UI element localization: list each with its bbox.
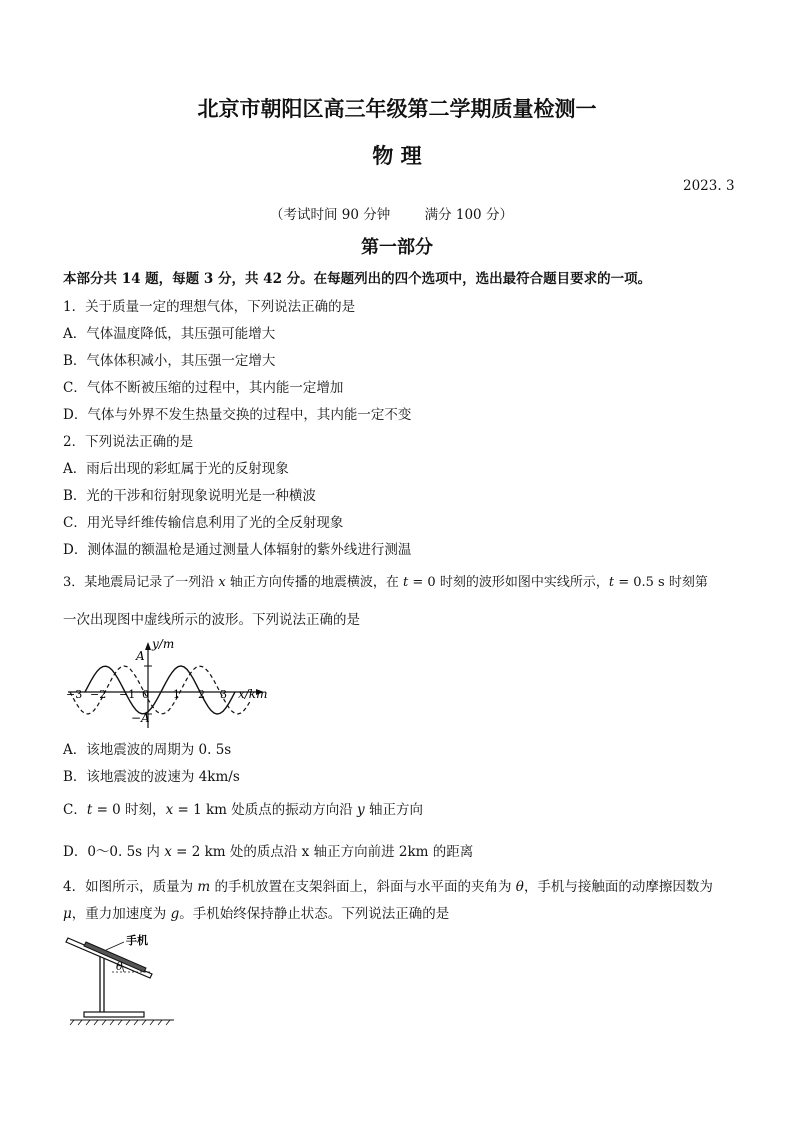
q3-stem-line1: 3．某地震局记录了一列沿 x 轴正方向传播的地震横波，在 t = 0 时刻的波形如图中实线所示，t = 0.5 s 时刻第 <box>63 575 708 590</box>
q1-stem: 1．关于质量一定的理想气体，下列说法正确的是 <box>63 299 356 315</box>
q1-option-d: D．气体与外界不发生热量交换的过程中，其内能一定不变 <box>63 407 412 423</box>
q4-stem-line2: μ，重力加速度为 g。手机始终保持静止状态。下列说法正确的是 <box>63 906 450 922</box>
q1-option-b: B．气体体积减小，其压强一定增大 <box>63 353 276 369</box>
amp-pos-label: A <box>136 649 145 663</box>
phone-stand-diagram <box>64 928 184 1028</box>
q3-option-c: C．t = 0 时刻，x = 1 km 处质点的振动方向沿 y 轴正方向 <box>63 802 423 818</box>
q3-option-a: A．该地震波的周期为 0. 5s <box>63 742 232 758</box>
exam-title: 北京市朝阳区高三年级第二学期质量检测一 <box>197 96 597 121</box>
tick-label-neg1: −1 <box>119 688 136 701</box>
q2-option-b: B．光的干涉和衍射现象说明光是一种横波 <box>63 488 316 504</box>
tick-label-neg3: −3 <box>66 688 83 701</box>
wave-diagram <box>60 636 280 736</box>
q3-option-d: D．0～0. 5s 内 x = 2 km 处的质点沿 x 轴正方向前进 2km 的距离 <box>63 844 474 860</box>
theta-label: θ <box>116 960 123 973</box>
phone-label: 手机 <box>126 934 148 947</box>
tick-label-neg2: −2 <box>90 688 107 701</box>
wave-solid <box>85 666 235 714</box>
amp-neg-label: −A <box>131 711 150 725</box>
q2-option-c: C．用光导纤维传输信息利用了光的全反射现象 <box>63 515 344 531</box>
tick-label-0: 0 <box>142 688 149 701</box>
q2-option-d: D．测体温的额温枪是通过测量人体辐射的紫外线进行测温 <box>63 542 412 558</box>
subject-title: 物 理 <box>372 143 422 168</box>
ground-hatching <box>70 1020 170 1025</box>
y-axis-label: y/m <box>152 637 175 651</box>
section-title: 第一部分 <box>361 237 433 258</box>
y-axis-arrow-icon <box>145 642 151 650</box>
q4-stem-line1: 4．如图所示，质量为 m 的手机放置在支架斜面上，斜面与水平面的夹角为 θ，手机与接触面的动摩擦因数为 <box>63 879 713 895</box>
tick-label-3: 3 <box>220 688 227 701</box>
q3-stem-line2: 一次出现图中虚线所示的波形。下列说法正确的是 <box>63 612 360 628</box>
section-instructions: 本部分共 14 题，每题 3 分，共 42 分。在每题列出的四个选项中，选出最符合题目要求的一项。 <box>63 271 652 287</box>
q1-option-c: C．气体不断被压缩的过程中，其内能一定增加 <box>63 380 344 396</box>
q1-option-a: A．气体温度降低，其压强可能增大 <box>63 326 276 342</box>
q3-option-b: B．该地震波的波速为 4km/s <box>63 769 240 785</box>
exam-date: 2023. 3 <box>683 178 735 194</box>
x-axis-label: x/km <box>238 687 268 701</box>
q2-stem: 2．下列说法正确的是 <box>63 434 194 450</box>
stand-base <box>84 1012 144 1017</box>
exam-info: （考试时间 90 分钟 满分 100 分） <box>270 207 513 223</box>
phone-pointer <box>106 942 124 950</box>
q2-option-a: A．雨后出现的彩虹属于光的反射现象 <box>63 461 289 477</box>
tick-label-2: 2 <box>198 688 205 701</box>
tick-label-1: 1 <box>173 688 180 701</box>
